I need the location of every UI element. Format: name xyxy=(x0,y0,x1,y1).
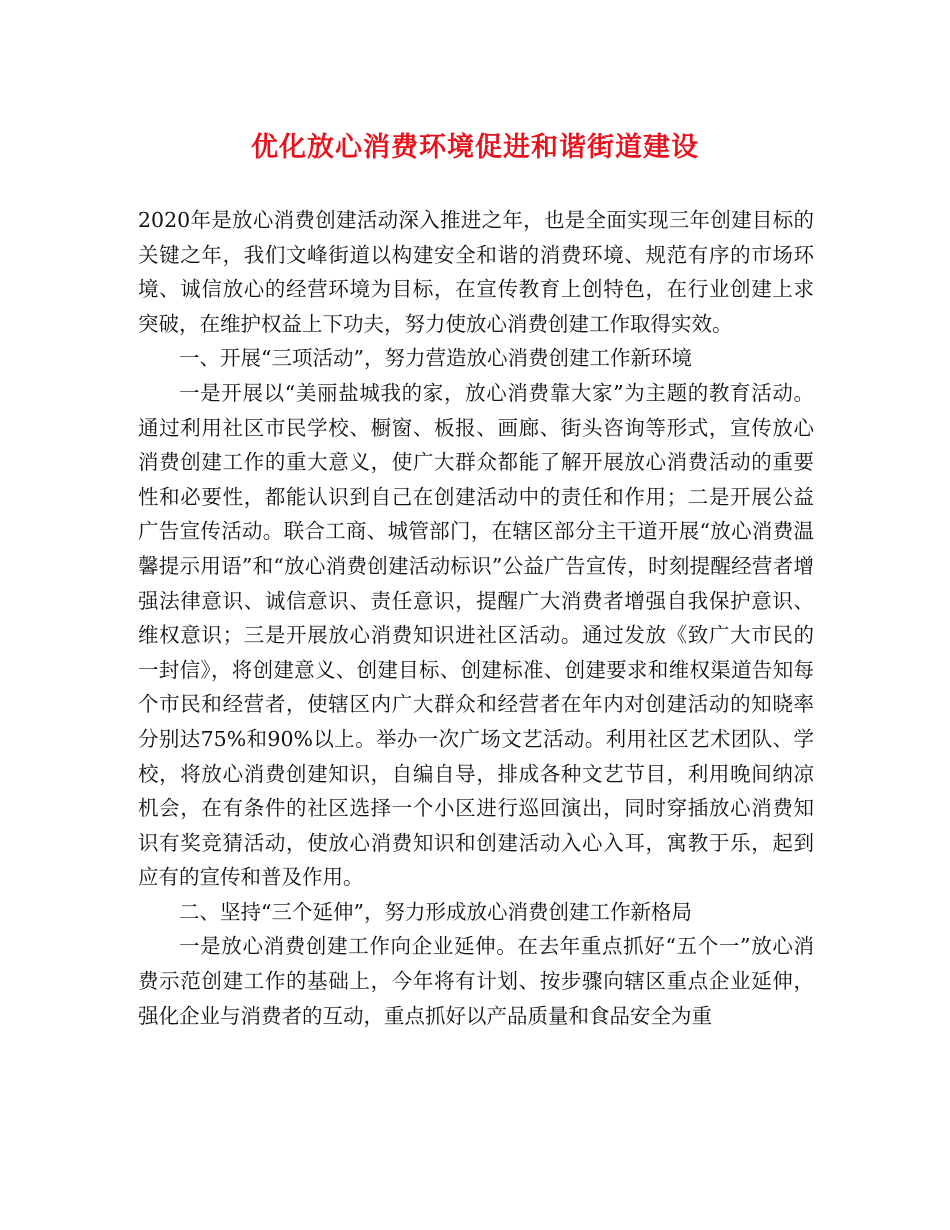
paragraph-intro: 2020年是放心消费创建活动深入推进之年，也是全面实现三年创建目标的关键之年，我们文峰街道以构建安全和谐的消费环境、规范有序的市场环境、诚信放心的经营环境为目标，在宣传教育上创特色，在行业创建上求突破，在维护权益上下功夫，努力使放心消费创建工作取得实效。 xyxy=(138,208,814,336)
paragraph-section-1: 一是开展以“美丽盐城我的家，放心消费靠大家”为主题的教育活动。通过利用社区市民学校、橱窗、板报、画廊、街头咨询等形式，宣传放心消费创建工作的重大意义，使广大群众都能了解开展放心消费活动的重要性和必要性，都能认识到自己在创建活动中的责任和作用；二是开展公益广告宣传活动。联合工商、城管部门，在辖区部分主干道开展“放心消费温馨提示用语”和“放心消费创建活动标识”公益广告宣传，时刻提醒经营者增强法律意识、诚信意识、责任意识，提醒广大消费者增强自我保护意识、维权意识；三是开展放心消费知识进社区活动。通过发放《致广大市民的一封信》，将创建意义、创建目标、创建标准、创建要求和维权渠道告知每个市民和经营者，使辖区内广大群众和经营者在年内对创建活动的知晓率分别达75%和90%以上。举办一次广场文艺活动。利用社区艺术团队、学校，将放心消费创建知识，自编自导，排成各种文艺节目，利用晚间纳凉机会，在有条件的社区选择一个小区进行巡回演出，同时穿插放心消费知识有奖竞猜活动，使放心消费知识和创建活动入心入耳，寓教于乐，起到应有的宣传和普及作用。 xyxy=(138,380,814,890)
document-title: 优化放心消费环境促进和谐街道建设 xyxy=(251,132,699,163)
section-heading-2: 二、坚持“三个延伸”，努力形成放心消费创建工作新格局 xyxy=(179,899,692,924)
document-body xyxy=(138,203,814,1033)
paragraph-section-2: 一是放心消费创建工作向企业延伸。在去年重点抓好“五个一”放心消费示范创建工作的基础上，今年将有计划、按步骤向辖区重点企业延伸，强化企业与消费者的互动，重点抓好以产品质量和食品安全为重 xyxy=(138,934,814,1028)
section-heading-1: 一、开展“三项活动”，努力营造放心消费创建工作新环境 xyxy=(179,346,692,371)
